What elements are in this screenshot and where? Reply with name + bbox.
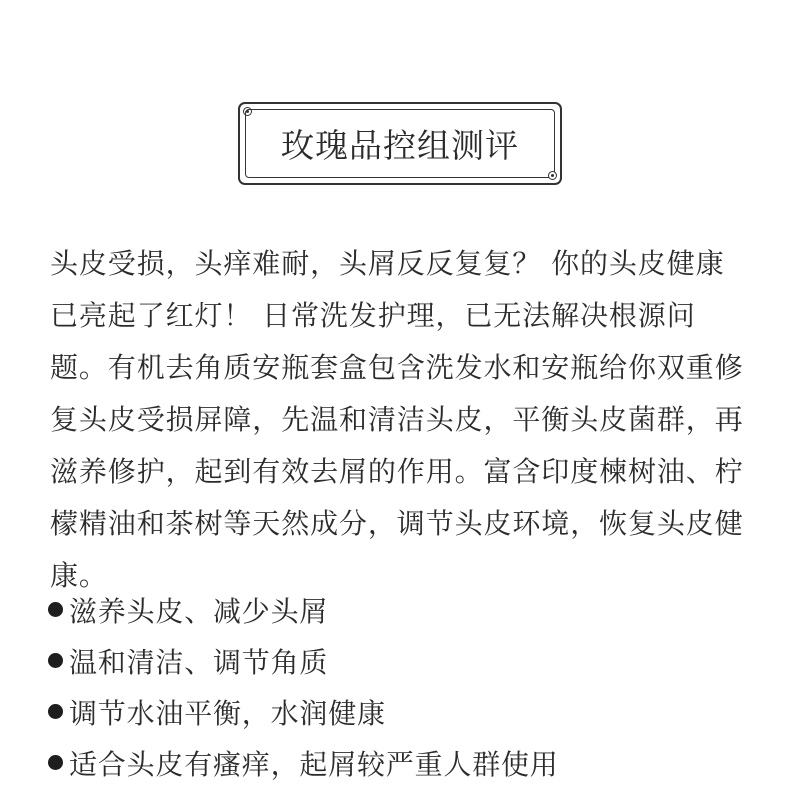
feature-item (48, 584, 559, 635)
title-frame (238, 102, 562, 185)
bullet-icon (48, 653, 63, 668)
feature-item (48, 686, 559, 737)
description-paragraph: 头皮受损，头痒难耐，头屑反反复复？ 你的头皮健康已亮起了红灯！ 日常洗发护理，已无法解决根源问题。有机去角质安瓶套盒包含洗发水和安瓶给你双重修复头皮受损屏障，先温和清洁头皮，平衡头皮菌群，再滋养修护，起到有效去屑的作用。富含印度楝树油、柠檬精油和茶树等天然成分，调节头皮环境，恢复头皮健康。 (50, 247, 744, 592)
bullet-icon (48, 704, 63, 719)
feature-text: 温和清洁、调节角质 (69, 645, 329, 679)
feature-item (48, 737, 559, 788)
rivet-icon (548, 171, 557, 180)
feature-list (48, 584, 559, 788)
bullet-icon (48, 755, 63, 770)
bullet-icon (48, 602, 63, 617)
feature-text: 调节水油平衡，水润健康 (69, 696, 386, 730)
feature-text: 适合头皮有瘙痒，起屑较严重人群使用 (69, 747, 559, 781)
section-title: 玫瑰品控组测评 (281, 126, 519, 165)
feature-item (48, 635, 559, 686)
feature-text: 滋养头皮、减少头屑 (69, 594, 329, 628)
title-inner-border (245, 109, 555, 178)
